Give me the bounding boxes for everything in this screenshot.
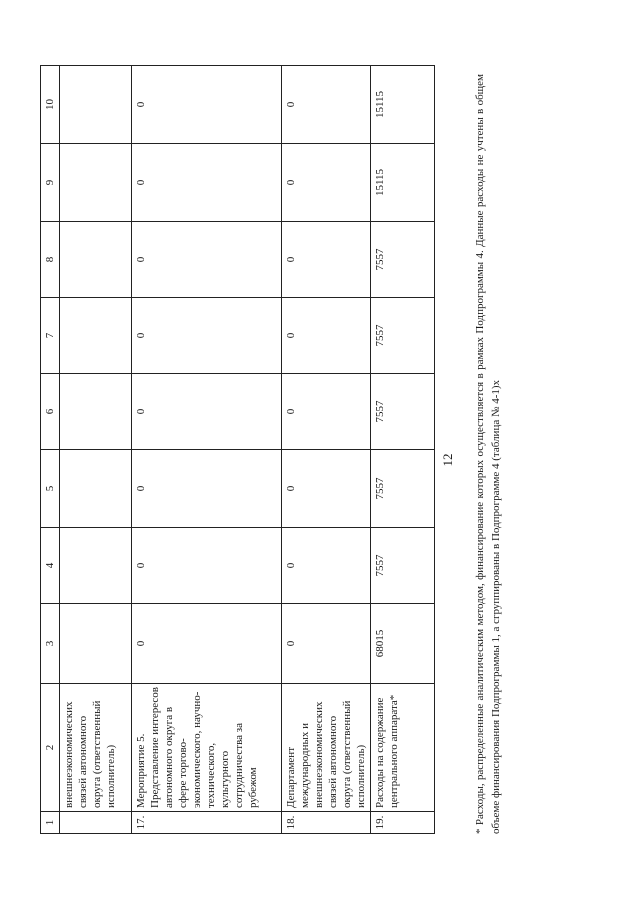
cell-value: 0 bbox=[132, 374, 282, 450]
cell-value: 7557 bbox=[371, 298, 435, 374]
row-name: Расходы на содержание центрального аппарата* bbox=[371, 684, 435, 812]
row-number: 17. bbox=[132, 812, 282, 834]
table-row bbox=[60, 66, 132, 834]
cell-value bbox=[60, 528, 132, 604]
cell-value: 0 bbox=[282, 374, 371, 450]
column-header: 3 bbox=[41, 604, 60, 684]
cell-value bbox=[60, 222, 132, 298]
row-number: 19. bbox=[371, 812, 435, 834]
cell-value bbox=[60, 298, 132, 374]
cell-value bbox=[60, 450, 132, 528]
row-number bbox=[60, 812, 132, 834]
cell-value: 0 bbox=[132, 66, 282, 144]
cell-value: 7557 bbox=[371, 528, 435, 604]
column-header: 4 bbox=[41, 528, 60, 604]
cell-value: 0 bbox=[282, 298, 371, 374]
cell-value: 7557 bbox=[371, 450, 435, 528]
column-header: 6 bbox=[41, 374, 60, 450]
row-name: Департамент международных и внешнеэкономических связей автономного округа (ответственный исполнитель) bbox=[282, 684, 371, 812]
column-header: 8 bbox=[41, 222, 60, 298]
cell-value: 68015 bbox=[371, 604, 435, 684]
cell-value: 0 bbox=[132, 222, 282, 298]
table-row bbox=[371, 66, 435, 834]
row-name: Мероприятие 5. Представление интересов автономного округа в сфере торгово-экономического, научно-технического, культурного сотрудничества за рубежом bbox=[132, 684, 282, 812]
column-header: 5 bbox=[41, 450, 60, 528]
cell-value: 0 bbox=[282, 66, 371, 144]
cell-value: 15115 bbox=[371, 66, 435, 144]
cell-value: 7557 bbox=[371, 374, 435, 450]
column-header: 7 bbox=[41, 298, 60, 374]
budget-table bbox=[40, 65, 435, 834]
table-row bbox=[132, 66, 282, 834]
column-header: 9 bbox=[41, 144, 60, 222]
cell-value: 0 bbox=[132, 604, 282, 684]
cell-value: 0 bbox=[132, 298, 282, 374]
cell-value bbox=[60, 604, 132, 684]
cell-value: 0 bbox=[132, 450, 282, 528]
cell-value: 0 bbox=[282, 450, 371, 528]
rotated-page bbox=[40, 30, 600, 890]
cell-value: 0 bbox=[282, 222, 371, 298]
row-number: 18. bbox=[282, 812, 371, 834]
cell-value: 0 bbox=[282, 144, 371, 222]
cell-value bbox=[60, 144, 132, 222]
cell-value: 0 bbox=[132, 528, 282, 604]
column-header: 2 bbox=[41, 684, 60, 812]
cell-value: 0 bbox=[132, 144, 282, 222]
table-row bbox=[282, 66, 371, 834]
cell-value bbox=[60, 66, 132, 144]
page-number: 12 bbox=[440, 453, 455, 467]
column-header: 1 bbox=[41, 812, 60, 834]
cell-value bbox=[60, 374, 132, 450]
cell-value: 15115 bbox=[371, 144, 435, 222]
footnote: * Расходы, распределенные аналитическим методом, финансирование которых осуществляется в рамках Подпрограммы 4. Данные расходы не учтены в общем объеме финансирования Подпрограммы 1, а сгруппированы в Подпрограмме 4 (таблица № 4-1)х bbox=[474, 74, 502, 834]
column-header: 10 bbox=[41, 66, 60, 144]
row-name: внешнеэкономических связей автономного округа (ответственный исполнитель) bbox=[60, 684, 132, 812]
cell-value: 7557 bbox=[371, 222, 435, 298]
cell-value: 0 bbox=[282, 604, 371, 684]
cell-value: 0 bbox=[282, 528, 371, 604]
header-row bbox=[41, 66, 60, 834]
